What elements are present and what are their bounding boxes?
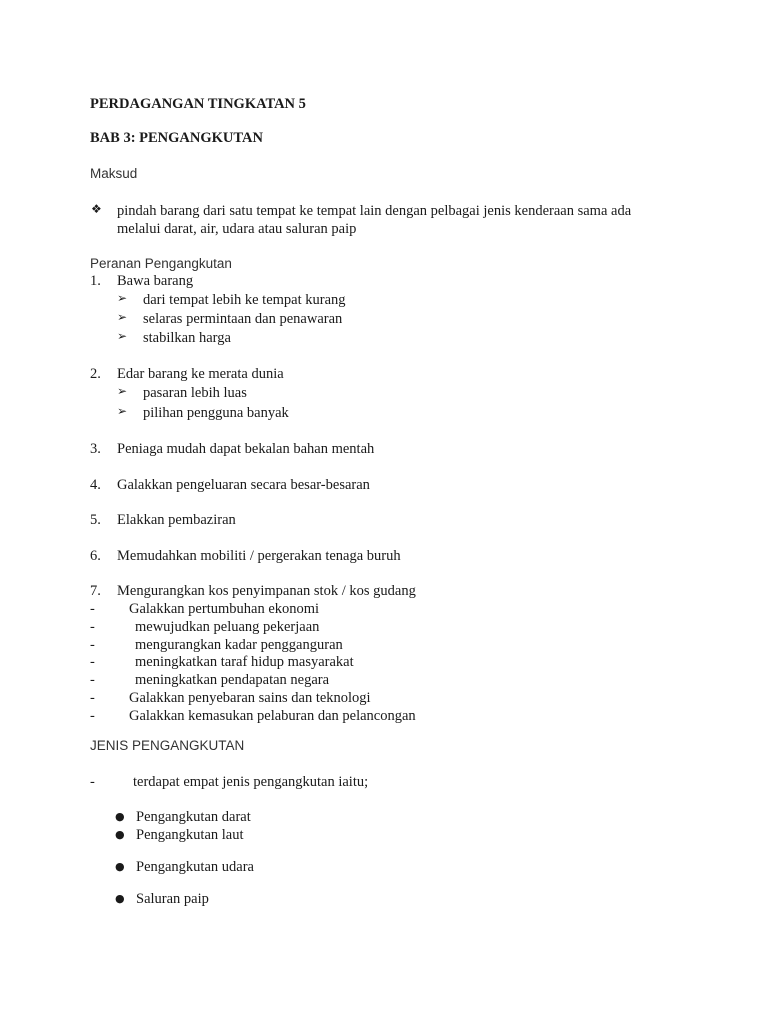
dash-item: mengurangkan kadar pengganguran: [135, 637, 343, 653]
list-item: Bawa barang: [117, 273, 194, 289]
arrow-bullet-icon: ➢: [117, 291, 128, 305]
dot-bullet-icon: ●: [115, 860, 125, 873]
list-item: Edar barang ke merata dunia: [117, 366, 284, 382]
list-item: Mengurangkan kos penyimpanan stok / kos gudang: [117, 583, 416, 599]
item-number: 5.: [90, 512, 101, 528]
diamond-bullet-icon: ❖: [91, 202, 102, 216]
item-number: 3.: [90, 441, 101, 457]
arrow-bullet-icon: ➢: [117, 310, 128, 324]
sub-item: pilihan pengguna banyak: [143, 405, 289, 421]
list-item: Memudahkan mobiliti / pergerakan tenaga buruh: [117, 548, 401, 564]
transport-type: Saluran paip: [136, 891, 209, 907]
dash-item: Galakkan penyebaran sains dan teknologi: [129, 690, 371, 706]
peranan-heading: Peranan Pengangkutan: [90, 256, 232, 271]
dash-item: meningkatkan pendapatan negara: [135, 672, 330, 688]
dash-item: meningkatkan taraf hidup masyarakat: [135, 654, 354, 670]
maksud-text-line-1: pindah barang dari satu tempat ke tempat lain dengan pelbagai jenis kenderaan sama ada: [117, 203, 632, 219]
dash-item: Galakkan kemasukan pelaburan dan pelancongan: [129, 708, 416, 724]
sub-item: selaras permintaan dan penawaran: [143, 311, 343, 327]
item-number: 6.: [90, 548, 101, 564]
dash-item: Galakkan pertumbuhan ekonomi: [129, 601, 320, 617]
jenis-intro: terdapat empat jenis pengangkutan iaitu;: [133, 774, 369, 790]
list-item: Elakkan pembaziran: [117, 512, 236, 528]
list-item: Peniaga mudah dapat bekalan bahan mentah: [117, 441, 375, 457]
dash-marker: -: [90, 774, 95, 790]
list-item: Galakkan pengeluaran secara besar-besaran: [117, 477, 370, 493]
dot-bullet-icon: ●: [115, 828, 125, 841]
arrow-bullet-icon: ➢: [117, 384, 128, 398]
dash-marker: -: [90, 708, 95, 724]
item-number: 2.: [90, 366, 101, 382]
dash-marker: -: [90, 619, 95, 635]
dash-marker: -: [90, 654, 95, 670]
dash-marker: -: [90, 601, 95, 617]
transport-type: Pengangkutan laut: [136, 827, 244, 843]
dash-marker: -: [90, 690, 95, 706]
sub-item: pasaran lebih luas: [143, 385, 247, 401]
dash-item: mewujudkan peluang pekerjaan: [135, 619, 320, 635]
item-number: 7.: [90, 583, 101, 599]
dash-marker: -: [90, 672, 95, 688]
arrow-bullet-icon: ➢: [117, 329, 128, 343]
maksud-heading: Maksud: [90, 166, 138, 181]
dot-bullet-icon: ●: [115, 810, 125, 823]
maksud-text-line-2: melalui darat, air, udara atau saluran paip: [117, 221, 357, 237]
item-number: 4.: [90, 477, 101, 493]
jenis-heading: JENIS PENGANGKUTAN: [90, 738, 245, 753]
dash-marker: -: [90, 637, 95, 653]
sub-item: stabilkan harga: [143, 330, 231, 346]
transport-type: Pengangkutan darat: [136, 809, 251, 825]
document-title: PERDAGANGAN TINGKATAN 5: [90, 96, 306, 112]
dot-bullet-icon: ●: [115, 892, 125, 905]
sub-item: dari tempat lebih ke tempat kurang: [143, 292, 346, 308]
arrow-bullet-icon: ➢: [117, 404, 128, 418]
chapter-heading: BAB 3: PENGANGKUTAN: [90, 130, 263, 146]
transport-type: Pengangkutan udara: [136, 859, 254, 875]
item-number: 1.: [90, 273, 101, 289]
